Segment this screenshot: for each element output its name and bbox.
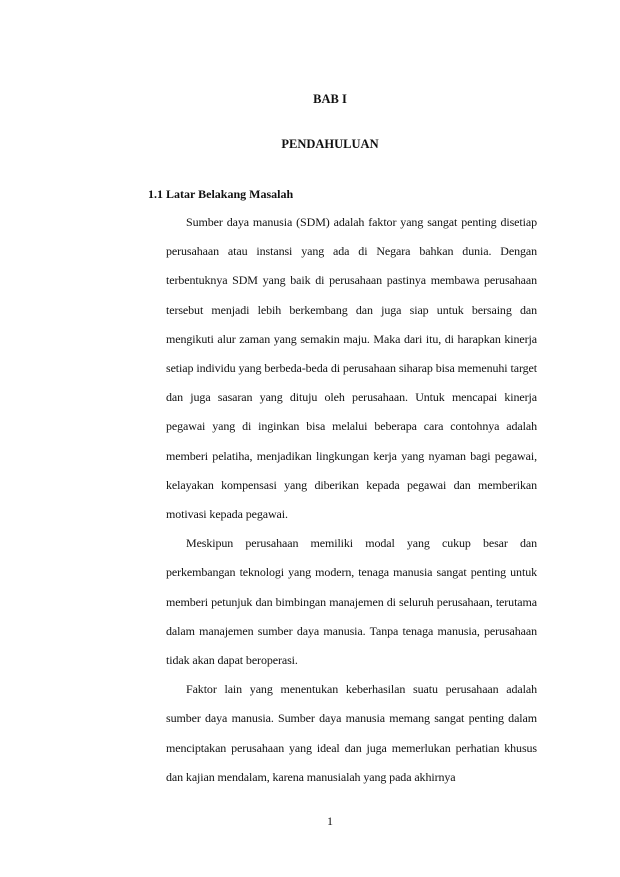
body-text — [166, 208, 537, 792]
paragraph: Meskipun perusahaan memiliki modal yang cukup besar dan perkembangan teknologi yang modern, tenaga manusia sangat penting untuk memberi petunjuk dan bimbingan manajemen di seluruh perusahaan, terutama dalam manajemen sumber daya manusia. Tanpa tenaga manusia, perusahaan tidak akan dapat beroperasi. — [166, 536, 537, 668]
paragraph: Faktor lain yang menentukan keberhasilan suatu perusahaan adalah sumber daya manusia. Sumber daya manusia memang sangat penting dalam menciptakan perusahaan yang ideal dan juga memerlukan perhatian khusus dan kajian mendalam, karena manusialah yang pada akhirnya — [166, 682, 537, 784]
page-number: 1 — [327, 814, 333, 828]
chapter-number: BAB I — [313, 92, 347, 106]
chapter-title: PENDAHULUAN — [281, 137, 379, 151]
section-heading: 1.1 Latar Belakang Masalah — [148, 187, 294, 201]
paragraph: Sumber daya manusia (SDM) adalah faktor yang sangat penting disetiap perusahaan atau instansi yang ada di Negara bahkan dunia. Dengan terbentuknya SDM yang baik di perusahaan pastinya membawa perusahaan tersebut menjadi lebih berkembang dan juga siap untuk bersaing dan mengikuti alur zaman yang semakin maju. Maka dari itu, di harapkan kinerja setiap individu yang berbeda-beda di perusahaan siharap bisa memenuhi target dan juga sasaran yang dituju oleh perusahaan. Untuk mencapai kinerja pegawai yang di inginkan bisa melalui beberapa cara contohnya adalah memberi pelatiha, menjadikan lingkungan kerja yang nyaman bagi pegawai, kelayakan kompensasi yang diberikan kepada pegawai dan memberikan motivasi kepada pegawai. — [166, 215, 537, 522]
